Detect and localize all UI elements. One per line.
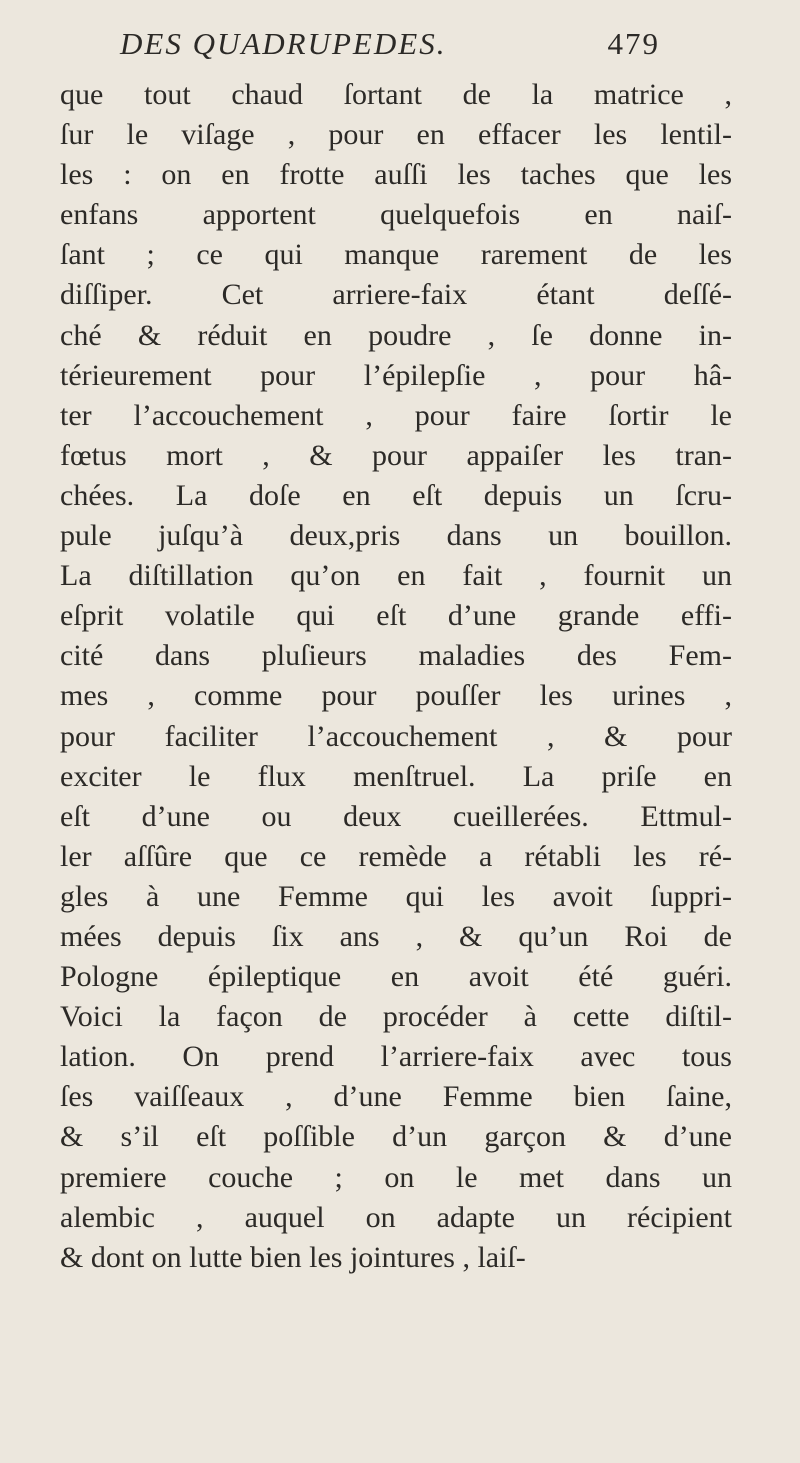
text-line: eſt d’une ou deux cueillerées. Ettmul-	[60, 799, 732, 833]
text-line: chées. La doſe en eſt depuis un ſcru-	[60, 478, 732, 512]
text-line: La diſtillation qu’on en fait , fournit un	[60, 559, 732, 593]
text-line: enfans apportent quelquefois en naiſ-	[60, 198, 732, 232]
text-line: térieurement pour l’épilepſie , pour hâ-	[60, 358, 732, 392]
text-line: ſes vaiſſeaux , d’une Femme bien ſaine,	[60, 1080, 732, 1114]
text-line: pule juſqu’à deux,pris dans un bouillon.	[60, 519, 732, 553]
text-line: diſſiper. Cet arriere-faix étant deſſé-	[60, 278, 732, 312]
text-line: fœtus mort , & pour appaiſer les tran-	[60, 438, 732, 472]
body-text	[60, 75, 732, 1278]
page-header	[120, 26, 680, 66]
text-line: Voici la façon de procéder à cette diſtil-	[60, 1000, 732, 1034]
text-line: alembic , auquel on adapte un récipient	[60, 1200, 732, 1234]
text-line: premiere couche ; on le met dans un	[60, 1160, 732, 1194]
text-line: ché & réduit en poudre , ſe donne in-	[60, 318, 732, 352]
text-line: ler aſſûre que ce remède a rétabli les ré-	[60, 839, 732, 873]
text-line: ter l’accouchement , pour faire ſortir le	[60, 398, 732, 432]
text-line: pour faciliter l’accouchement , & pour	[60, 719, 732, 753]
text-line: mes , comme pour pouſſer les urines ,	[60, 679, 732, 713]
text-line: & s’il eſt poſſible d’un garçon & d’une	[60, 1120, 732, 1154]
text-line: que tout chaud ſortant de la matrice ,	[60, 78, 732, 111]
page-number: 479	[607, 26, 660, 61]
running-title: DES QUADRUPEDES.	[120, 26, 447, 61]
text-line: lation. On prend l’arriere-faix avec tous	[60, 1040, 732, 1074]
text-line: ſur le viſage , pour en effacer les lentil-	[60, 118, 732, 152]
text-line: & dont on lutte bien les jointures , laiſ-	[60, 1240, 526, 1274]
text-line: les : on en frotte auſſi les taches que les	[60, 158, 732, 192]
text-line: Pologne épileptique en avoit été guéri.	[60, 960, 732, 994]
text-line: eſprit volatile qui eſt d’une grande effi-	[60, 599, 732, 633]
text-line: cité dans pluſieurs maladies des Fem-	[60, 639, 732, 673]
text-line: gles à une Femme qui les avoit ſuppri-	[60, 879, 732, 913]
text-line: mées depuis ſix ans , & qu’un Roi de	[60, 919, 732, 953]
text-line: ſant ; ce qui manque rarement de les	[60, 238, 732, 272]
text-line: exciter le flux menſtruel. La priſe en	[60, 759, 732, 793]
